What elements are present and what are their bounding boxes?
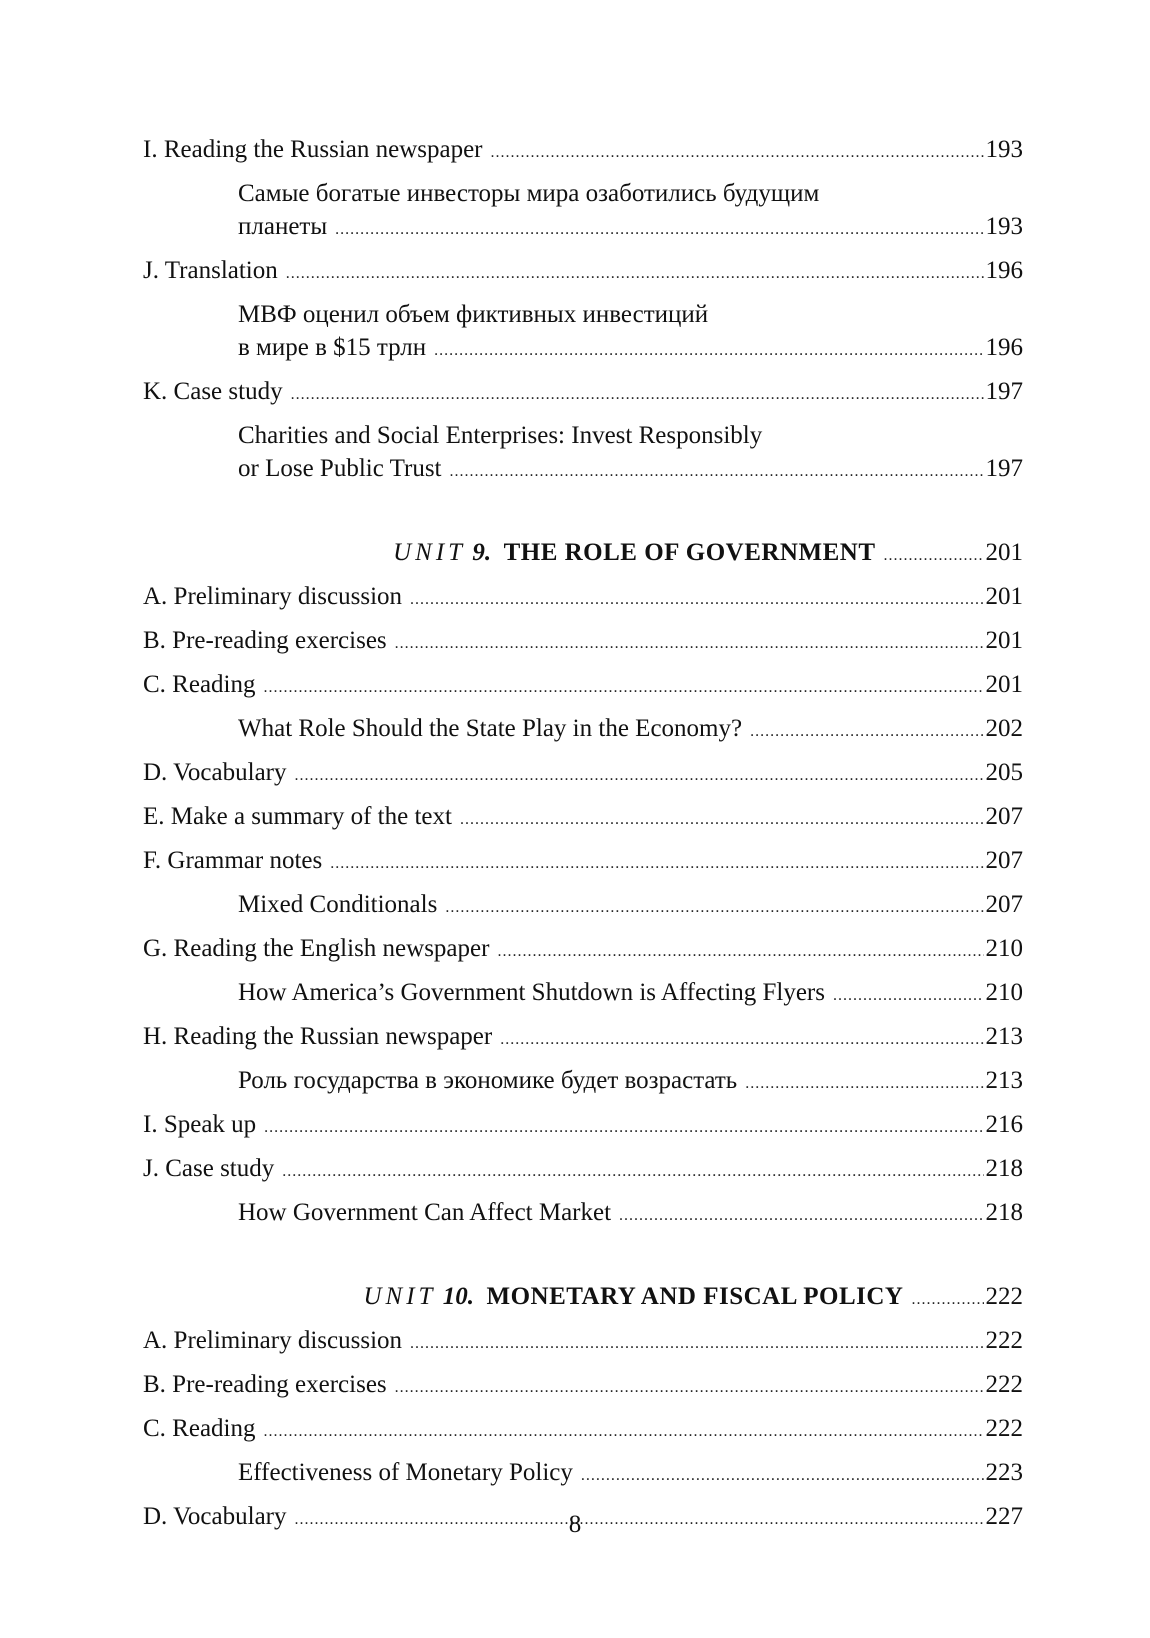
toc-entry-title: J. Case study [143, 1155, 275, 1182]
unit-number: 9. [472, 539, 492, 566]
leader-dots [264, 1111, 983, 1144]
toc-subentry [143, 712, 1023, 748]
toc-entry-page: 218 [985, 1199, 1023, 1226]
leader-dots [264, 1415, 984, 1448]
toc-entry-title: How Government Can Affect Market [238, 1199, 612, 1226]
toc-entry-page: 197 [985, 378, 1023, 405]
table-of-contents [143, 133, 1023, 1544]
toc-entry-page: 197 [985, 455, 1023, 482]
toc-entry [143, 844, 1023, 880]
toc-entry [143, 1324, 1023, 1360]
toc-subentry [143, 298, 1023, 367]
toc-entry-title: F. Grammar notes [143, 847, 323, 874]
toc-entry [143, 133, 1023, 169]
toc-entry-page: 207 [985, 847, 1023, 874]
toc-entry-title: Роль государства в экономике будет возрастать [238, 1067, 738, 1094]
toc-entry [143, 668, 1023, 704]
toc-entry-page: 196 [985, 334, 1023, 361]
toc-entry-page: 201 [985, 627, 1023, 654]
toc-entry [143, 1108, 1023, 1144]
leader-dots [282, 1155, 983, 1188]
unit-title: MONETARY AND FISCAL POLICY [486, 1283, 904, 1310]
toc-entry-title-line2: в мире в $15 трлн [238, 334, 427, 361]
leader-dots [410, 1327, 983, 1360]
toc-entry [143, 1152, 1023, 1188]
leader-dots [500, 1023, 983, 1056]
leader-dots [445, 891, 983, 924]
leader-dots [395, 627, 984, 660]
toc-entry [143, 1412, 1023, 1448]
toc-entry [143, 1368, 1023, 1404]
toc-entry-page: 213 [985, 1067, 1023, 1094]
toc-entry-title: C. Reading [143, 1415, 256, 1442]
unit-title: THE ROLE OF GOVERNMENT [503, 539, 876, 566]
toc-entry-title-line2: планеты [238, 213, 328, 240]
toc-entry-title: A. Preliminary discussion [143, 583, 403, 610]
toc-entry-title: G. Reading the English newspaper [143, 935, 490, 962]
toc-entry-title: H. Reading the Russian newspaper [143, 1023, 493, 1050]
unit-9-heading [143, 536, 1023, 572]
toc-entry-page: 227 [985, 1503, 1023, 1530]
toc-entry-page: 210 [985, 935, 1023, 962]
toc-entry-title: B. Pre-reading exercises [143, 1371, 387, 1398]
leader-dots [286, 257, 984, 290]
toc-entry [143, 254, 1023, 290]
leader-dots [581, 1459, 984, 1492]
toc-entry-title: B. Pre-reading exercises [143, 627, 387, 654]
leader-dots [434, 334, 983, 367]
leader-dots [395, 1371, 984, 1404]
toc-entry-title-line2: or Lose Public Trust [238, 455, 442, 482]
toc-subentry [143, 888, 1023, 924]
unit-page: 201 [985, 539, 1023, 566]
toc-entry-page: 196 [985, 257, 1023, 284]
leader-dots [335, 213, 983, 246]
page-number: 8 [568, 1511, 582, 1538]
unit-word: UNIT [393, 539, 467, 566]
toc-entry-title: Mixed Conditionals [238, 891, 438, 918]
leader-dots [912, 1283, 984, 1316]
toc-entry-title: Effectiveness of Monetary Policy [238, 1459, 573, 1486]
toc-entry-page: 207 [985, 803, 1023, 830]
toc-entry-title: A. Preliminary discussion [143, 1327, 403, 1354]
toc-entry-page: 222 [985, 1327, 1023, 1354]
unit-10-heading [143, 1280, 1023, 1316]
toc-entry-page: 222 [985, 1371, 1023, 1398]
toc-entry [143, 580, 1023, 616]
leader-dots [264, 671, 984, 704]
toc-subentry [143, 419, 1023, 488]
unit-page: 222 [985, 1283, 1023, 1310]
toc-entry [143, 1020, 1023, 1056]
toc-subentry [143, 1456, 1023, 1492]
toc-entry-page: 223 [985, 1459, 1023, 1486]
toc-entry [143, 932, 1023, 968]
toc-entry [143, 375, 1023, 411]
toc-entry-title: C. Reading [143, 671, 256, 698]
leader-dots [295, 759, 984, 792]
toc-entry-page: 218 [985, 1155, 1023, 1182]
toc-entry-page: 202 [985, 715, 1023, 742]
toc-subentry [143, 1196, 1023, 1232]
toc-subentry [143, 177, 1023, 246]
toc-entry-page: 201 [985, 671, 1023, 698]
leader-dots [750, 715, 983, 748]
toc-entry [143, 624, 1023, 660]
leader-dots [460, 803, 984, 836]
toc-entry [143, 800, 1023, 836]
toc-entry-title: What Role Should the State Play in the Economy? [238, 715, 743, 742]
toc-entry-title: How America’s Government Shutdown is Affecting Flyers [238, 979, 825, 1006]
toc-entry-page: 205 [985, 759, 1023, 786]
toc-entry-title-line1: Charities and Social Enterprises: Invest Responsibly [238, 422, 763, 449]
unit-word: UNIT [363, 1283, 437, 1310]
toc-entry-title-line1: МВФ оценил объем фиктивных инвестиций [238, 301, 709, 328]
toc-entry-title: K. Case study [143, 378, 283, 405]
toc-entry-page: 213 [985, 1023, 1023, 1050]
leader-dots [833, 979, 984, 1012]
toc-entry-title: E. Make a summary of the text [143, 803, 452, 830]
toc-entry-title: D. Vocabulary [143, 759, 287, 786]
unit-10-entries [143, 1324, 1023, 1536]
toc-subentry [143, 976, 1023, 1012]
leader-dots [745, 1067, 983, 1100]
toc-subentry [143, 1064, 1023, 1100]
leader-dots [491, 136, 984, 169]
leader-dots [330, 847, 983, 880]
toc-entry-page: 210 [985, 979, 1023, 1006]
leader-dots [497, 935, 983, 968]
leader-dots [291, 378, 984, 411]
toc-entry-page: 207 [985, 891, 1023, 918]
leader-dots [450, 455, 984, 488]
toc-entry-page: 193 [985, 136, 1023, 163]
leader-dots [619, 1199, 983, 1232]
unit-number: 10. [442, 1283, 474, 1310]
toc-entry-title: I. Reading the Russian newspaper [143, 136, 483, 163]
leader-dots [410, 583, 983, 616]
toc-entry [143, 756, 1023, 792]
toc-entry-page: 216 [985, 1111, 1023, 1138]
leader-dots [884, 539, 984, 572]
unit-9-entries [143, 580, 1023, 1232]
toc-entry-page: 222 [985, 1415, 1023, 1442]
toc-entry-title: D. Vocabulary [143, 1503, 287, 1530]
toc-entry-page: 201 [985, 583, 1023, 610]
toc-entry-title-line1: Самые богатые инвесторы мира озаботились будущим [238, 180, 820, 207]
toc-entry-title: J. Translation [143, 257, 278, 284]
toc-entry-title: I. Speak up [143, 1111, 257, 1138]
toc-entry-page: 193 [985, 213, 1023, 240]
